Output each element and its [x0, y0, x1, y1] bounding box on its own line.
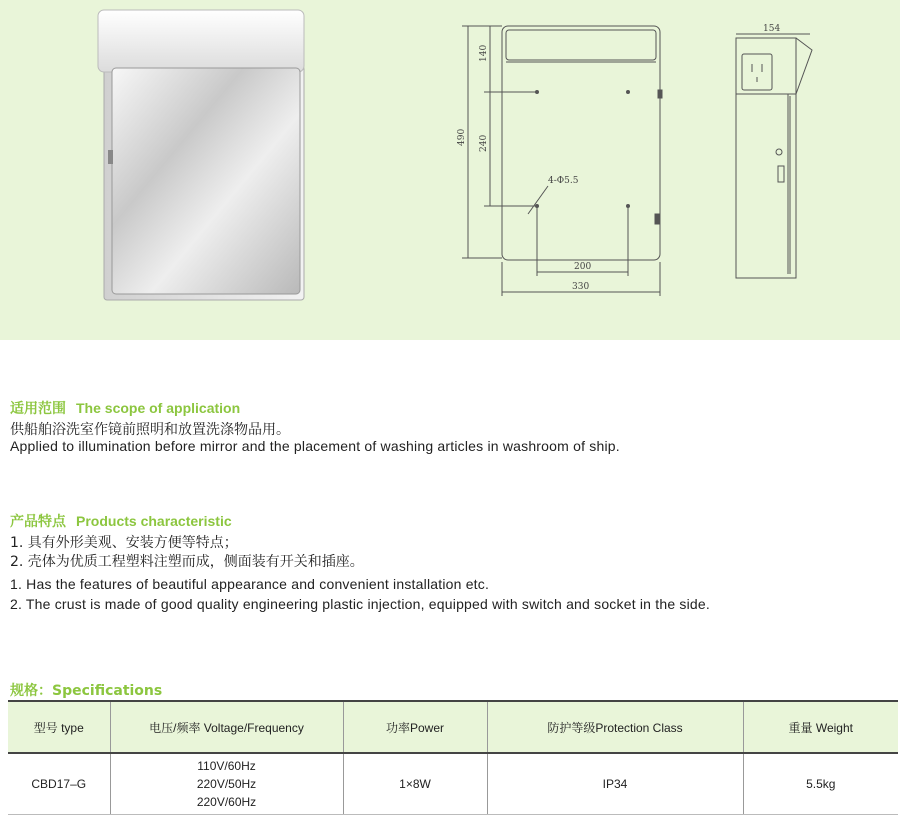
features-title-cn: 产品特点: [10, 514, 66, 530]
feature-item-en-1: 1. Has the features of beautiful appearance and convenient installation etc.: [10, 576, 490, 592]
header-type: 型号 type: [8, 701, 110, 753]
side-view-drawing: [736, 34, 812, 278]
header-voltage: 电压/频率 Voltage/Frequency: [110, 701, 343, 753]
specs-table: [8, 700, 898, 815]
cell-voltage: [110, 753, 343, 815]
cell-power: 1×8W: [343, 753, 487, 815]
features-title-en: Products characteristic: [76, 513, 232, 529]
specs-heading: 规格：Specifications: [10, 683, 163, 699]
feature-item-cn-2: 2. 壳体为优质工程塑料注塑而成，侧面装有开关和插座。: [10, 554, 364, 570]
cell-type: CBD17–G: [8, 753, 110, 815]
header-power: 功率Power: [343, 701, 487, 753]
features-heading: [10, 511, 232, 531]
dim-hole-spec: 4-Φ5.5: [548, 176, 579, 186]
product-hero: [0, 0, 900, 340]
specs-header-row: [8, 701, 898, 753]
dim-front-height-top: 140: [479, 44, 489, 62]
cabinet-photo: [98, 10, 304, 300]
cell-weight: 5.5kg: [743, 753, 898, 815]
header-protection: 防护等级Protection Class: [487, 701, 743, 753]
dim-front-width: 330: [572, 282, 590, 292]
product-illustration: [0, 0, 900, 340]
header-weight: 重量 Weight: [743, 701, 898, 753]
dim-front-height-total: 490: [457, 128, 467, 146]
scope-text-cn: 供船舶浴洗室作镜前照明和放置洗涤物品用。: [10, 422, 290, 438]
scope-heading: [10, 398, 240, 418]
table-row: [8, 753, 898, 815]
voltage-option: 220V/60Hz: [196, 795, 257, 809]
scope-text-en: Applied to illumination before mirror and the placement of washing articles in washroom of ship.: [10, 438, 620, 454]
feature-item-cn-1: 1. 具有外形美观、安装方便等特点；: [10, 535, 238, 551]
front-view-drawing: [462, 26, 662, 296]
voltage-option: 110V/60Hz: [197, 759, 256, 773]
dim-hole-spacing: 200: [574, 262, 592, 272]
scope-title-cn: 适用范围: [10, 401, 66, 417]
dim-side-depth: 154: [763, 24, 781, 34]
voltage-option: 220V/50Hz: [196, 777, 257, 791]
feature-item-en-2: 2. The crust is made of good quality engineering plastic injection, equipped with switch and socket in the side.: [10, 596, 710, 612]
cell-protection: IP34: [487, 753, 743, 815]
scope-title-en: The scope of application: [76, 400, 241, 416]
dim-front-height-lower: 240: [479, 134, 489, 152]
